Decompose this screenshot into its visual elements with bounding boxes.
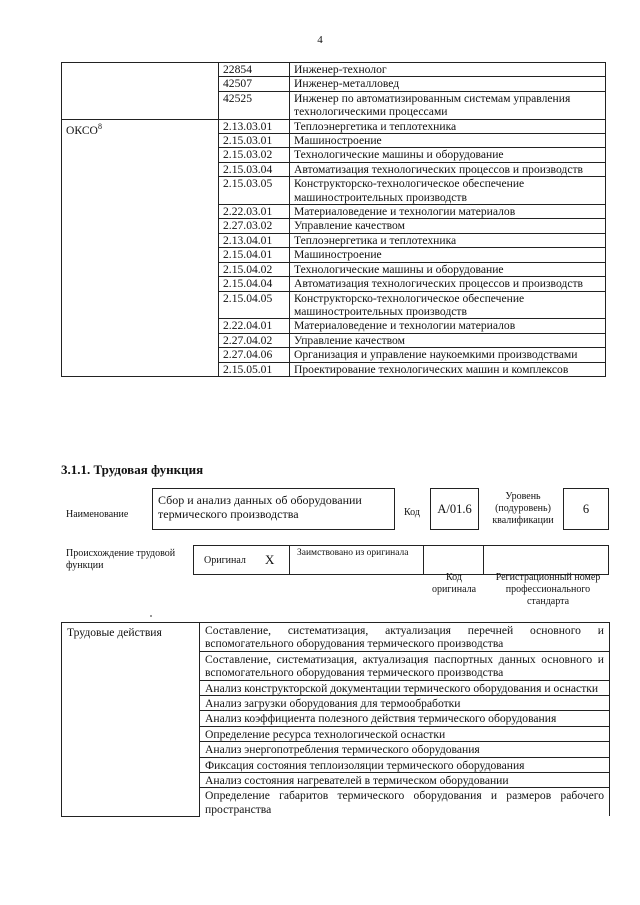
reg-number-label: Регистрационный номер профессионального стандарта [495,572,601,607]
name-cell: Автоматизация технологических процессов и производств [290,277,606,291]
code-cell: 2.15.04.04 [219,277,290,291]
labor-action-item: Составление, систематизация, актуализация паспортных данных основного и вспомогательного оборудования термического производства [200,651,610,680]
labor-actions-table [61,622,610,817]
name-cell: Машиностроение [290,248,606,262]
name-cell: Машиностроение [290,134,606,148]
original-cell [193,545,290,575]
scan-speck [150,615,152,617]
name-cell: Инженер-технолог [290,63,606,77]
code-cell: 2.15.04.02 [219,262,290,276]
labor-action-item: Составление, систематизация, актуализация перечней основного и вспомогательного оборудования термического производства [200,623,610,652]
labor-action-item: Определение ресурса технологической оснастки [200,726,610,741]
function-code-box: A/01.6 [430,488,479,530]
footnote-mark: 8 [97,121,102,131]
name-cell: Материаловедение и технологии материалов [290,319,606,333]
original-mark: X [265,552,275,567]
name-cell: Проектирование технологических машин и комплексов [290,362,606,376]
labor-action-item: Анализ состояния нагревателей в термическом оборудовании [200,773,610,788]
table-row [62,119,606,133]
level-box: 6 [563,488,609,530]
name-cell: Управление качеством [290,219,606,233]
table-row [62,623,610,652]
qualification-codes-table [61,62,606,377]
code-original-cell [423,545,484,575]
code-cell: 2.15.03.04 [219,162,290,176]
borrowed-label: Заимствовано из оригинала [297,548,409,558]
okso-label: ОКСО [66,123,98,137]
code-original-label: Код оригинала [431,572,477,595]
name-cell: Конструкторско-технологическое обеспечение машиностроительных производств [290,291,606,319]
code-cell: 42507 [219,77,290,91]
name-cell: Конструкторско-технологическое обеспечение машиностроительных производств [290,177,606,205]
labor-actions-label: Трудовые действия [62,623,200,817]
labor-action-item: Анализ конструкторской документации термического оборудования и оснастки [200,680,610,695]
borrowed-cell [289,545,424,575]
labor-action-item: Анализ загрузки оборудования для термообработки [200,696,610,711]
name-cell: Технологические машины и оборудование [290,262,606,276]
code-cell: 22854 [219,63,290,77]
code-cell: 2.22.03.01 [219,205,290,219]
code-cell: 2.22.04.01 [219,319,290,333]
code-cell: 2.15.04.05 [219,291,290,319]
labor-action-item: Фиксация состояния теплоизоляции термического оборудования [200,757,610,772]
empty-cell [62,63,219,120]
original-label: Оригинал [204,555,246,566]
name-cell: Управление качеством [290,333,606,347]
function-name-box: Сбор и анализ данных об оборудовании термического производства [152,488,395,530]
code-cell: 2.15.03.02 [219,148,290,162]
code-cell: 2.13.03.01 [219,119,290,133]
code-cell: 42525 [219,91,290,119]
reg-number-cell [483,545,609,575]
name-cell: Теплоэнергетика и теплотехника [290,233,606,247]
name-cell: Инженер-металловед [290,77,606,91]
code-cell: 2.15.03.01 [219,134,290,148]
code-cell: 2.27.04.02 [219,333,290,347]
table-row [62,63,606,77]
code-cell: 2.15.05.01 [219,362,290,376]
name-cell: Автоматизация технологических процессов и производств [290,162,606,176]
origin-label: Происхождение трудовой функции [66,548,176,571]
labor-action-item: Анализ энергопотребления термического оборудования [200,742,610,757]
okso-label-cell [62,119,219,376]
code-cell: 2.13.04.01 [219,233,290,247]
level-label: Уровень (подуровень) квалификации [492,491,554,526]
name-label: Наименование [66,509,129,520]
name-cell: Технологические машины и оборудование [290,148,606,162]
labor-action-item: Анализ коэффициента полезного действия термического оборудования [200,711,610,726]
section-title: 3.1.1. Трудовая функция [61,462,204,477]
code-cell: 2.27.03.02 [219,219,290,233]
page-number: 4 [317,34,323,46]
code-label: Код [404,507,420,518]
name-cell: Инженер по автоматизированным системам управления технологическими процессами [290,91,606,119]
origin-row [193,545,609,575]
code-cell: 2.15.03.05 [219,177,290,205]
labor-action-item: Определение габаритов термического оборудования и размеров рабочего пространства [200,788,610,816]
name-cell: Теплоэнергетика и теплотехника [290,119,606,133]
name-cell: Организация и управление наукоемкими производствами [290,348,606,362]
code-cell: 2.15.04.01 [219,248,290,262]
code-cell: 2.27.04.06 [219,348,290,362]
name-cell: Материаловедение и технологии материалов [290,205,606,219]
